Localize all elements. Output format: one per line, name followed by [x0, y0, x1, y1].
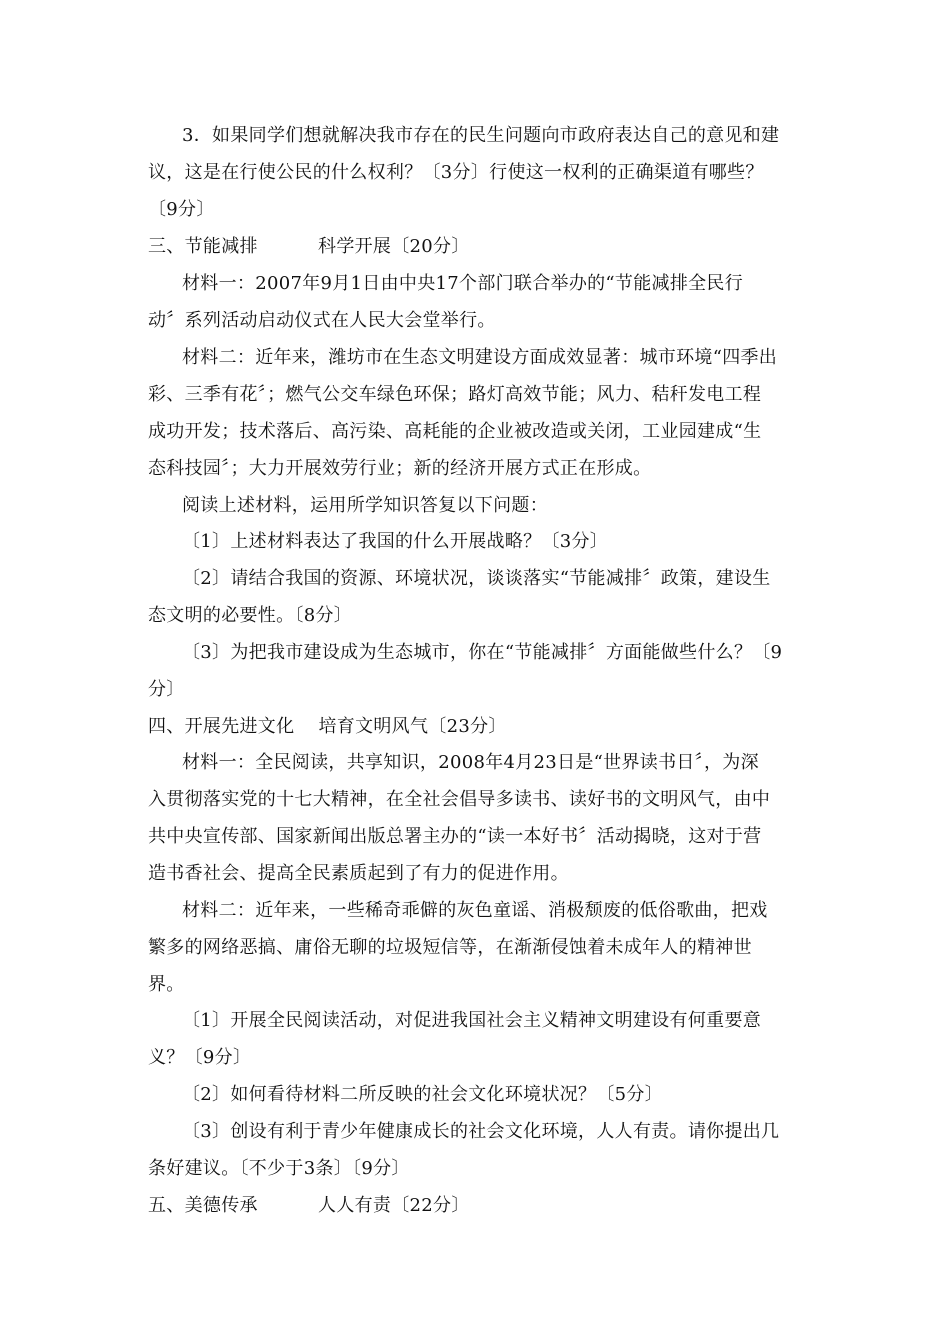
section-3-question-3-line-2: 分〕 — [148, 679, 185, 700]
section-4-question-1-line-1: 〔1〕开展全民阅读活动，对促进我国社会主义精神文明建设有何重要意 — [182, 1010, 762, 1031]
section-4-question-2: 〔2〕如何看待材料二所反映的社会文化环境状况？〔5分〕 — [182, 1084, 664, 1105]
section-5-heading: 五、美德传承 人人有责〔22分〕 — [148, 1195, 470, 1216]
section-3-material-1-line-1: 材料一：2007年9月1日由中央17个部门联合举办的“节能减排全民行 — [182, 273, 744, 294]
section-4-question-3-line-1: 〔3〕创设有利于青少年健康成长的社会文化环境，人人有责。请你提出几 — [182, 1121, 780, 1142]
section-4-material-2-line-1: 材料二：近年来，一些稀奇乖僻的灰色童谣、消极颓废的低俗歌曲，把戏 — [182, 900, 768, 921]
section-3-heading: 三、节能减排 科学开展〔20分〕 — [148, 236, 470, 257]
section-4-material-1-line-4: 造书香社会、提高全民素质起到了有力的促进作用。 — [148, 863, 569, 884]
section-3-question-1: 〔1〕上述材料表达了我国的什么开展战略？〔3分〕 — [182, 531, 609, 552]
section-4-material-2-line-2: 繁多的网络恶搞、庸俗无聊的垃圾短信等，在渐渐侵蚀着未成年人的精神世 — [148, 937, 752, 958]
section-4-material-1-line-1: 材料一：全民阅读，共享知识，2008年4月23日是“世界读书日〞，为深 — [182, 752, 759, 773]
section-4-material-1-line-3: 共中央宣传部、国家新闻出版总署主办的“读一本好书〞活动揭晓，这对于营 — [148, 826, 762, 847]
section-3-question-2-line-2: 态文明的必要性。〔8分〕 — [148, 605, 353, 626]
section-4-question-3-line-2: 条好建议。〔不少于3条〕〔9分〕 — [148, 1158, 410, 1179]
question-3-line-1: 3．如果同学们想就解决我市存在的民生问题向市政府表达自己的意见和建 — [182, 125, 780, 146]
section-3-instruction: 阅读上述材料，运用所学知识答复以下问题： — [182, 495, 548, 516]
section-3-question-3-line-1: 〔3〕为把我市建设成为生态城市，你在“节能减排〞方面能做些什么？〔9 — [182, 642, 783, 663]
section-3-material-2-line-1: 材料二：近年来，潍坊市在生态文明建设方面成效显著：城市环境“四季出 — [182, 347, 778, 368]
question-3-line-3: 〔9分〕 — [148, 199, 215, 220]
section-4-heading: 四、开展先进文化 培育文明风气〔23分〕 — [148, 716, 507, 737]
section-4-material-1-line-2: 入贯彻落实党的十七大精神，在全社会倡导多读书、读好书的文明风气，由中 — [148, 789, 771, 810]
section-3-material-2-line-2: 彩、三季有花〞；燃气公交车绿色环保；路灯高效节能；风力、秸秆发电工程 — [148, 384, 762, 405]
section-3-question-2-line-1: 〔2〕请结合我国的资源、环境状况，谈谈落实“节能减排〞政策，建设生 — [182, 568, 771, 589]
section-3-material-1-line-2: 动〞系列活动启动仪式在人民大会堂举行。 — [148, 310, 496, 331]
section-3-material-2-line-4: 态科技园〞；大力开展效劳行业；新的经济开展方式正在形成。 — [148, 458, 652, 479]
section-4-question-1-line-2: 义？〔9分〕 — [148, 1047, 252, 1068]
section-4-material-2-line-3: 界。 — [148, 974, 185, 995]
question-3-line-2: 议，这是在行使公民的什么权利？〔3分〕行使这一权利的正确渠道有哪些？ — [148, 162, 764, 183]
section-3-material-2-line-3: 成功开发；技术落后、高污染、高耗能的企业被改造或关闭，工业园建成“生 — [148, 421, 762, 442]
